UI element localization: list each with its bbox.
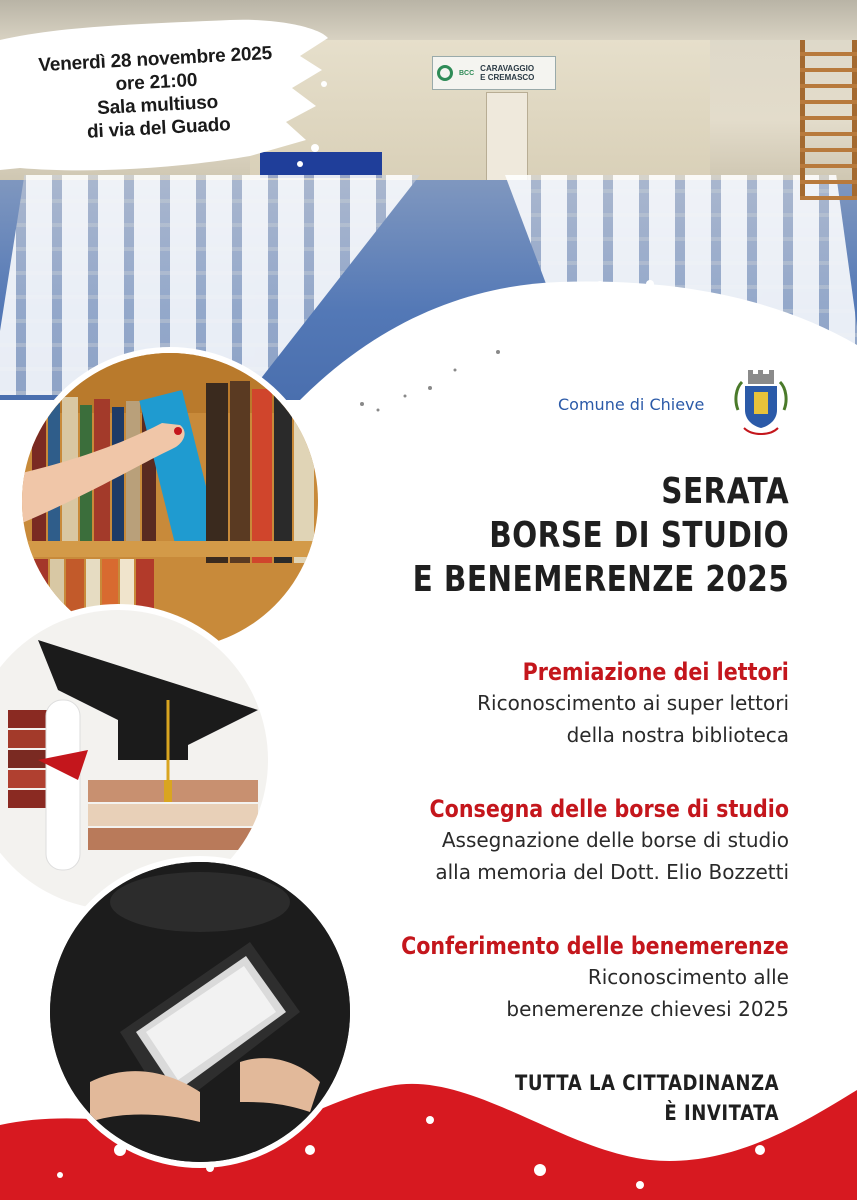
event-title [412, 470, 789, 602]
date-banner [0, 18, 330, 178]
award-plaque-photo [50, 862, 350, 1162]
program-section-scholarships [371, 794, 789, 888]
event-details [20, 41, 294, 147]
event-address: di via del Guado [86, 114, 232, 143]
program-section-readers [477, 657, 789, 751]
event-time: ore 21:00 [115, 69, 198, 96]
invitation-line2: È INVITATA [664, 1101, 779, 1125]
bookshelf-photo [22, 353, 318, 649]
event-date: Venerdì 28 novembre 2025 [37, 42, 273, 77]
invitation-note [515, 1068, 779, 1128]
section-text: della nostra biblioteca [566, 723, 789, 747]
event-title-line2: BORSE DI STUDIO [489, 515, 789, 556]
event-venue: Sala multiuso [96, 91, 219, 120]
invitation-line1: TUTTA LA CITTADINANZA [514, 1071, 779, 1095]
section-text: Riconoscimento alle [587, 965, 789, 989]
section-text: Riconoscimento ai super lettori [477, 691, 789, 715]
section-text: Assegnazione delle borse di studio [441, 828, 789, 852]
section-heading: Conferimento delle benemerenze [401, 932, 789, 960]
section-heading: Premiazione dei lettori [522, 658, 789, 686]
event-title-line1: SERATA [661, 471, 789, 512]
organizer-name: Comune di Chieve [558, 395, 705, 414]
section-heading: Consegna delle borse di studio [429, 795, 789, 823]
section-text: alla memoria del Dott. Elio Bozzetti [435, 860, 789, 884]
event-title-line3: E BENEMERENZE 2025 [412, 559, 789, 600]
program-section-honors [338, 931, 789, 1025]
municipal-crest-icon [732, 370, 790, 440]
bank-short-label: BCC [459, 69, 475, 77]
bank-name-line1: CARAVAGGIO [480, 64, 535, 73]
bank-name-line2: E CREMASCO [480, 73, 535, 82]
section-text: benemerenze chievesi 2025 [506, 997, 789, 1021]
